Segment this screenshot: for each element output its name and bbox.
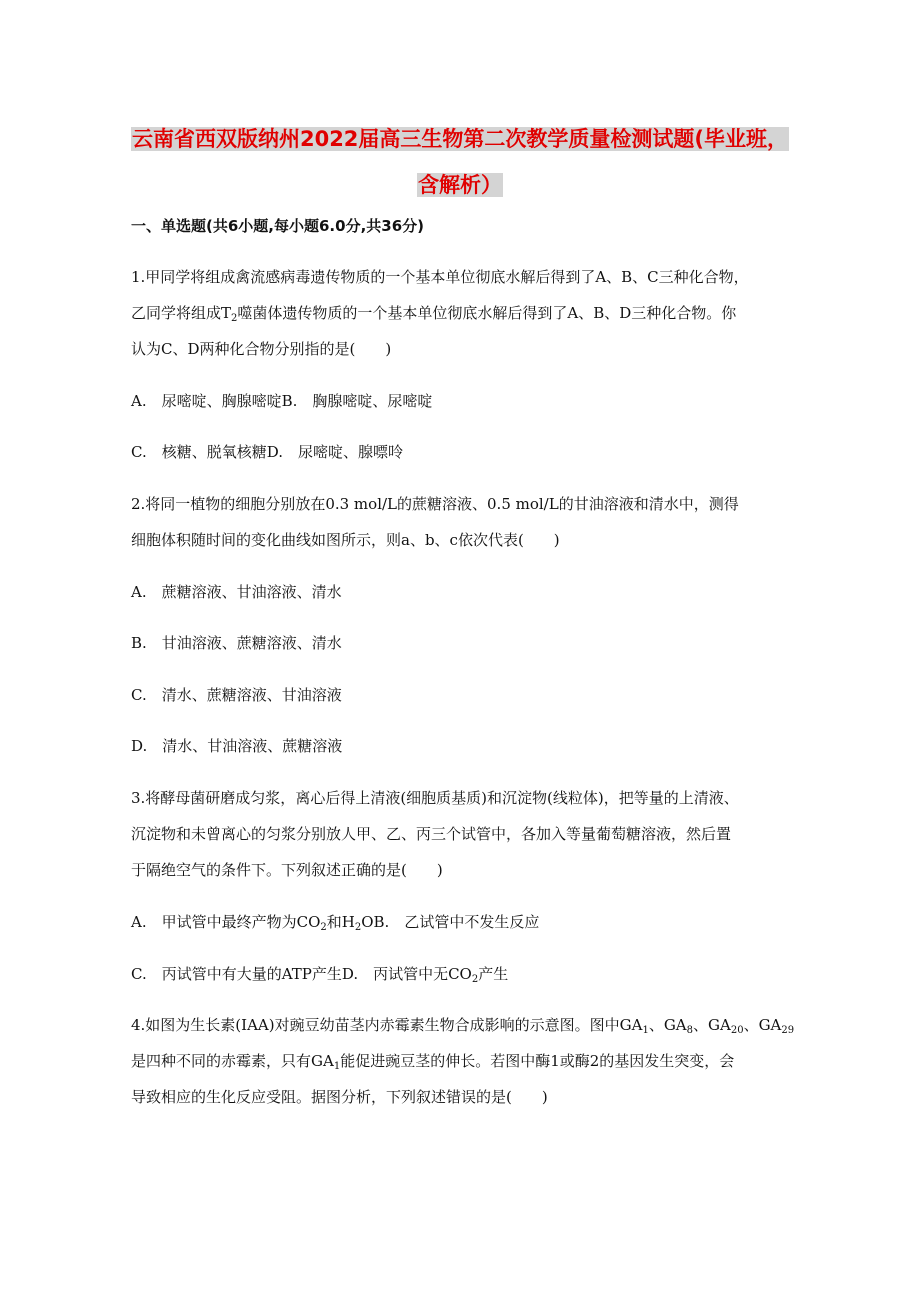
q3-stem-line1: 3.将酵母菌研磨成匀浆，离心后得上清液(细胞质基质)和沉淀物(线粒体)，把等量的上清液、 — [131, 789, 739, 807]
q3-stem-line3: 于隔绝空气的条件下。下列叙述正确的是( ) — [131, 861, 443, 879]
q2-stem-line2: 细胞体积随时间的变化曲线如图所示，则a、b、c依次代表( ) — [131, 531, 560, 549]
q4-stem-line3: 导致相应的生化反应受阻。据图分析，下列叙述错误的是( ) — [131, 1088, 548, 1106]
q2-option-a: A. 蔗糖溶液、甘油溶液、清水 — [131, 583, 342, 601]
q1-option-a-b: A. 尿嘧啶、胸腺嘧啶B. 胸腺嘧啶、尿嘧啶 — [131, 392, 433, 410]
q4-stem-line2: 是四种不同的赤霉素，只有$GA_1$能促进豌豆茎的伸长。若图中酶1或酶2的基因发生突变，会 — [131, 1052, 735, 1072]
q3-option-a-b: A. 甲试管中最终产物为$CO_2$和$H_2OB$. 乙试管中不发生反应 — [131, 913, 540, 933]
q1-option-c-d: C. 核糖、脱氧核糖D. 尿嘧啶、腺嘌呤 — [131, 443, 403, 461]
section-heading: 一、单选题(共6小题,每小题6.0分,共36分) — [131, 217, 424, 235]
q1-stem-line1: 1.甲同学将组成禽流感病毒遗传物质的一个基本单位彻底水解后得到了A、B、C三种化合物， — [131, 268, 749, 286]
document-title-line2: 含解析） — [418, 173, 502, 197]
q4-stem-line1: 4.如图为生长素(IAA)对豌豆幼苗茎内赤霉素生物合成影响的示意图。图中$GA_1$、$GA_8$、$GA_{20}$、$GA_{29}$ — [131, 1016, 795, 1036]
q2-stem-line1: 2.将同一植物的细胞分别放在0.3 mol/L的蔗糖溶液、0.5 mol/L的甘油溶液和清水中，测得 — [131, 495, 739, 513]
q2-option-c: C. 清水、蔗糖溶液、甘油溶液 — [131, 686, 342, 704]
document-title-line1: 云南省西双版纳州2022届高三生物第二次教学质量检测试题(毕业班， — [131, 127, 789, 151]
q2-option-b: B. 甘油溶液、蔗糖溶液、清水 — [131, 634, 342, 652]
q2-option-d: D. 清水、甘油溶液、蔗糖溶液 — [131, 737, 343, 755]
q1-stem-line2: 乙同学将组成$T_2$噬菌体遗传物质的一个基本单位彻底水解后得到了A、B、D三种化合物。你 — [131, 304, 737, 324]
q3-stem-line2: 沉淀物和未曾离心的匀浆分别放人甲、乙、丙三个试管中，各加入等量葡萄糖溶液，然后置 — [131, 825, 732, 843]
q1-stem-line3: 认为C、D两种化合物分别指的是( ) — [131, 340, 392, 358]
q3-option-c-d: C. 丙试管中有大量的ATP产生D. 丙试管中无$CO_2$产生 — [131, 965, 509, 985]
